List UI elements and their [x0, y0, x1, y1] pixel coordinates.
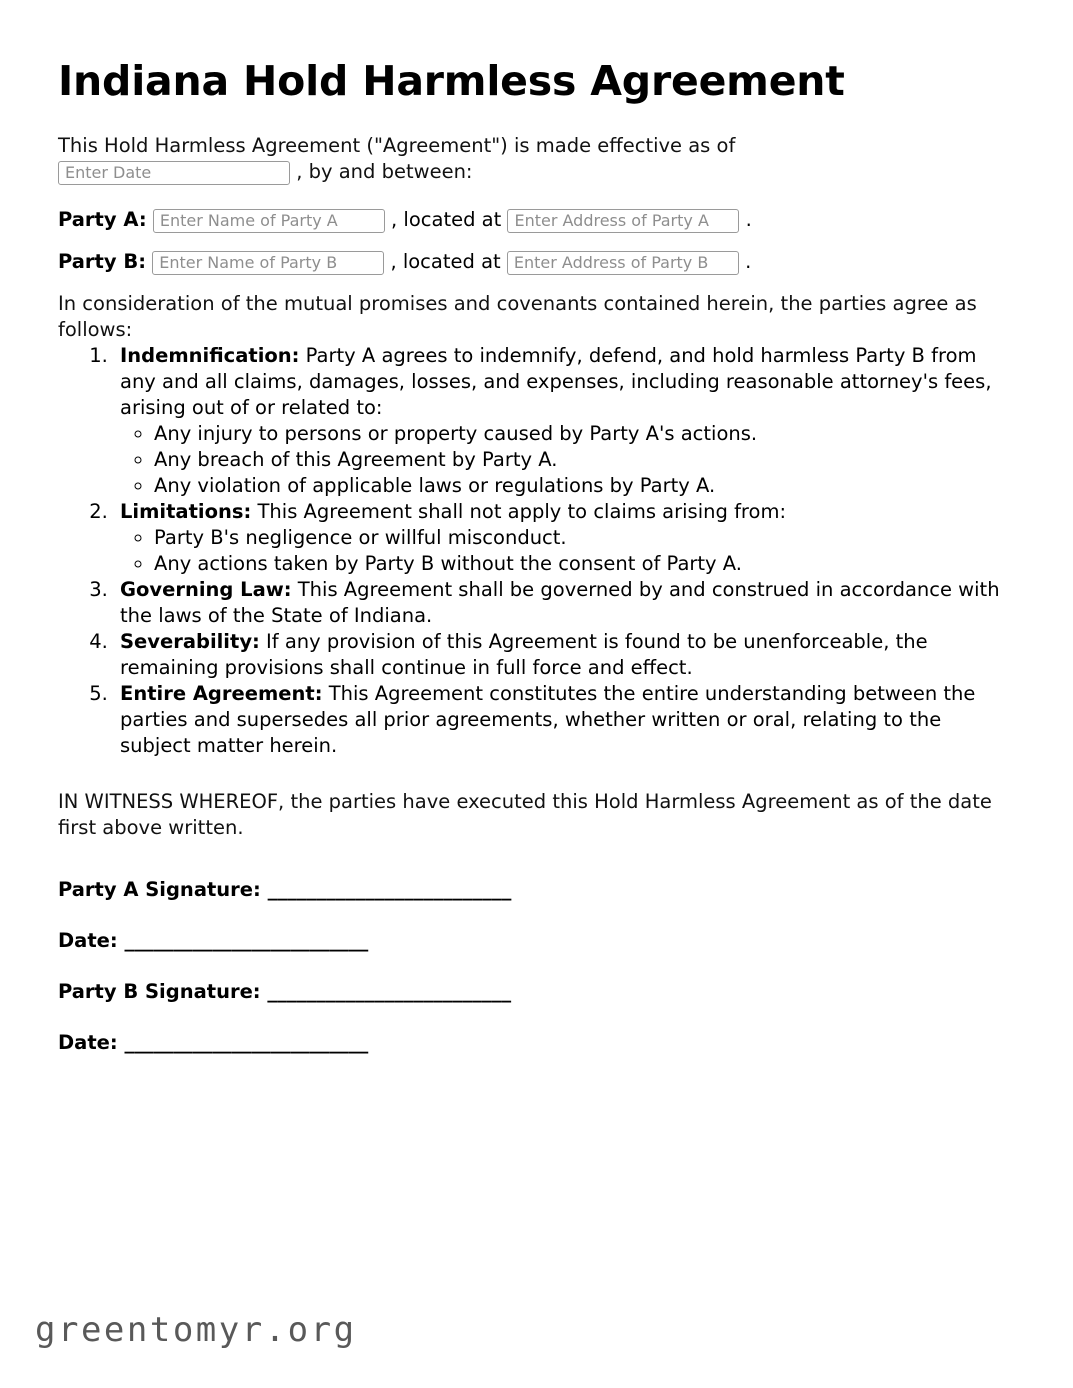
- party-a-date-rule[interactable]: _________________________: [124, 929, 369, 953]
- term-sublist: [120, 525, 1013, 577]
- intro-text-before-date: This Hold Harmless Agreement ("Agreement") is made effective as of: [58, 134, 736, 158]
- term-subitem: ◦ Any actions taken by Party B without the consent of Party A.: [154, 551, 1013, 577]
- party-b-signature-line: [58, 979, 1013, 1005]
- term-item: [114, 343, 1013, 499]
- term-item: [114, 499, 1013, 577]
- party-a-label: Party A:: [58, 208, 147, 232]
- term-body: If any provision of this Agreement is found to be unenforceable, the remaining provisions shall continue in full force and effect.: [120, 630, 928, 680]
- party-a-signature-line: [58, 877, 1013, 903]
- term-title: Limitations:: [120, 500, 252, 524]
- term-body: This Agreement shall not apply to claims arising from:: [257, 500, 787, 524]
- party-b-signature-label: Party B Signature:: [58, 980, 261, 1004]
- party-a-signature-label: Party A Signature:: [58, 878, 261, 902]
- term-item: [114, 681, 1013, 759]
- page-title: Indiana Hold Harmless Agreement: [58, 57, 845, 105]
- term-item: [114, 577, 1013, 629]
- term-subitem: ◦ Any injury to persons or property caused by Party A's actions.: [154, 421, 1013, 447]
- term-title: Governing Law:: [120, 578, 292, 602]
- witness-paragraph: IN WITNESS WHEREOF, the parties have executed this Hold Harmless Agreement as of the date first above written.: [58, 790, 992, 840]
- party-b-name-input[interactable]: [152, 251, 384, 275]
- party-a-name-input[interactable]: [153, 209, 385, 233]
- intro-paragraph: [58, 133, 1013, 159]
- party-b-period: .: [745, 250, 752, 274]
- party-b-label: Party B:: [58, 250, 147, 274]
- term-item: [114, 629, 1013, 681]
- term-title: Indemnification:: [120, 344, 300, 368]
- term-sublist: [120, 421, 1013, 499]
- signature-block: [58, 877, 1013, 1056]
- party-a-date-label: Date:: [58, 929, 118, 953]
- party-a-address-input[interactable]: [507, 209, 739, 233]
- term-body: This Agreement shall be governed by and construed in accordance with the laws of the State of Indiana.: [120, 578, 1000, 628]
- term-body: This Agreement constitutes the entire understanding between the parties and supersedes all prior agreements, whether written or oral, relating to the subject matter herein.: [120, 682, 976, 758]
- intro-text-after-date: , by and between:: [296, 160, 473, 184]
- party-b-date-rule[interactable]: _________________________: [124, 1031, 369, 1055]
- site-watermark: greentomyr.org: [35, 1310, 357, 1350]
- term-subitem: ◦ Party B's negligence or willful misconduct.: [154, 525, 1013, 551]
- party-b-signature-rule[interactable]: _________________________: [267, 980, 512, 1004]
- party-a-period: .: [745, 208, 752, 232]
- term-title: Entire Agreement:: [120, 682, 323, 706]
- party-b-located-at-label: , located at: [390, 250, 501, 274]
- party-a-located-at-label: , located at: [391, 208, 502, 232]
- term-body: Party A agrees to indemnify, defend, and hold harmless Party B from any and all claims, damages, losses, and expenses, including reasonable attorney's fees, arising out of or related to:: [120, 344, 992, 420]
- party-a-date-line: [58, 928, 1013, 954]
- term-title: Severability:: [120, 630, 260, 654]
- party-b-row: [58, 249, 1013, 275]
- term-subitem: ◦ Any breach of this Agreement by Party A.: [154, 447, 1013, 473]
- effective-date-input[interactable]: [58, 161, 290, 185]
- party-b-address-input[interactable]: [507, 251, 739, 275]
- consideration-paragraph: In consideration of the mutual promises and covenants contained herein, the parties agree as follows:: [58, 292, 977, 342]
- party-b-date-line: [58, 1030, 1013, 1056]
- party-a-signature-rule[interactable]: _________________________: [267, 878, 512, 902]
- term-subitem: ◦ Any violation of applicable laws or regulations by Party A.: [154, 473, 1013, 499]
- effective-date-row: [58, 159, 1013, 185]
- terms-list: [58, 343, 1013, 759]
- party-a-row: [58, 207, 1013, 233]
- party-b-date-label: Date:: [58, 1031, 118, 1055]
